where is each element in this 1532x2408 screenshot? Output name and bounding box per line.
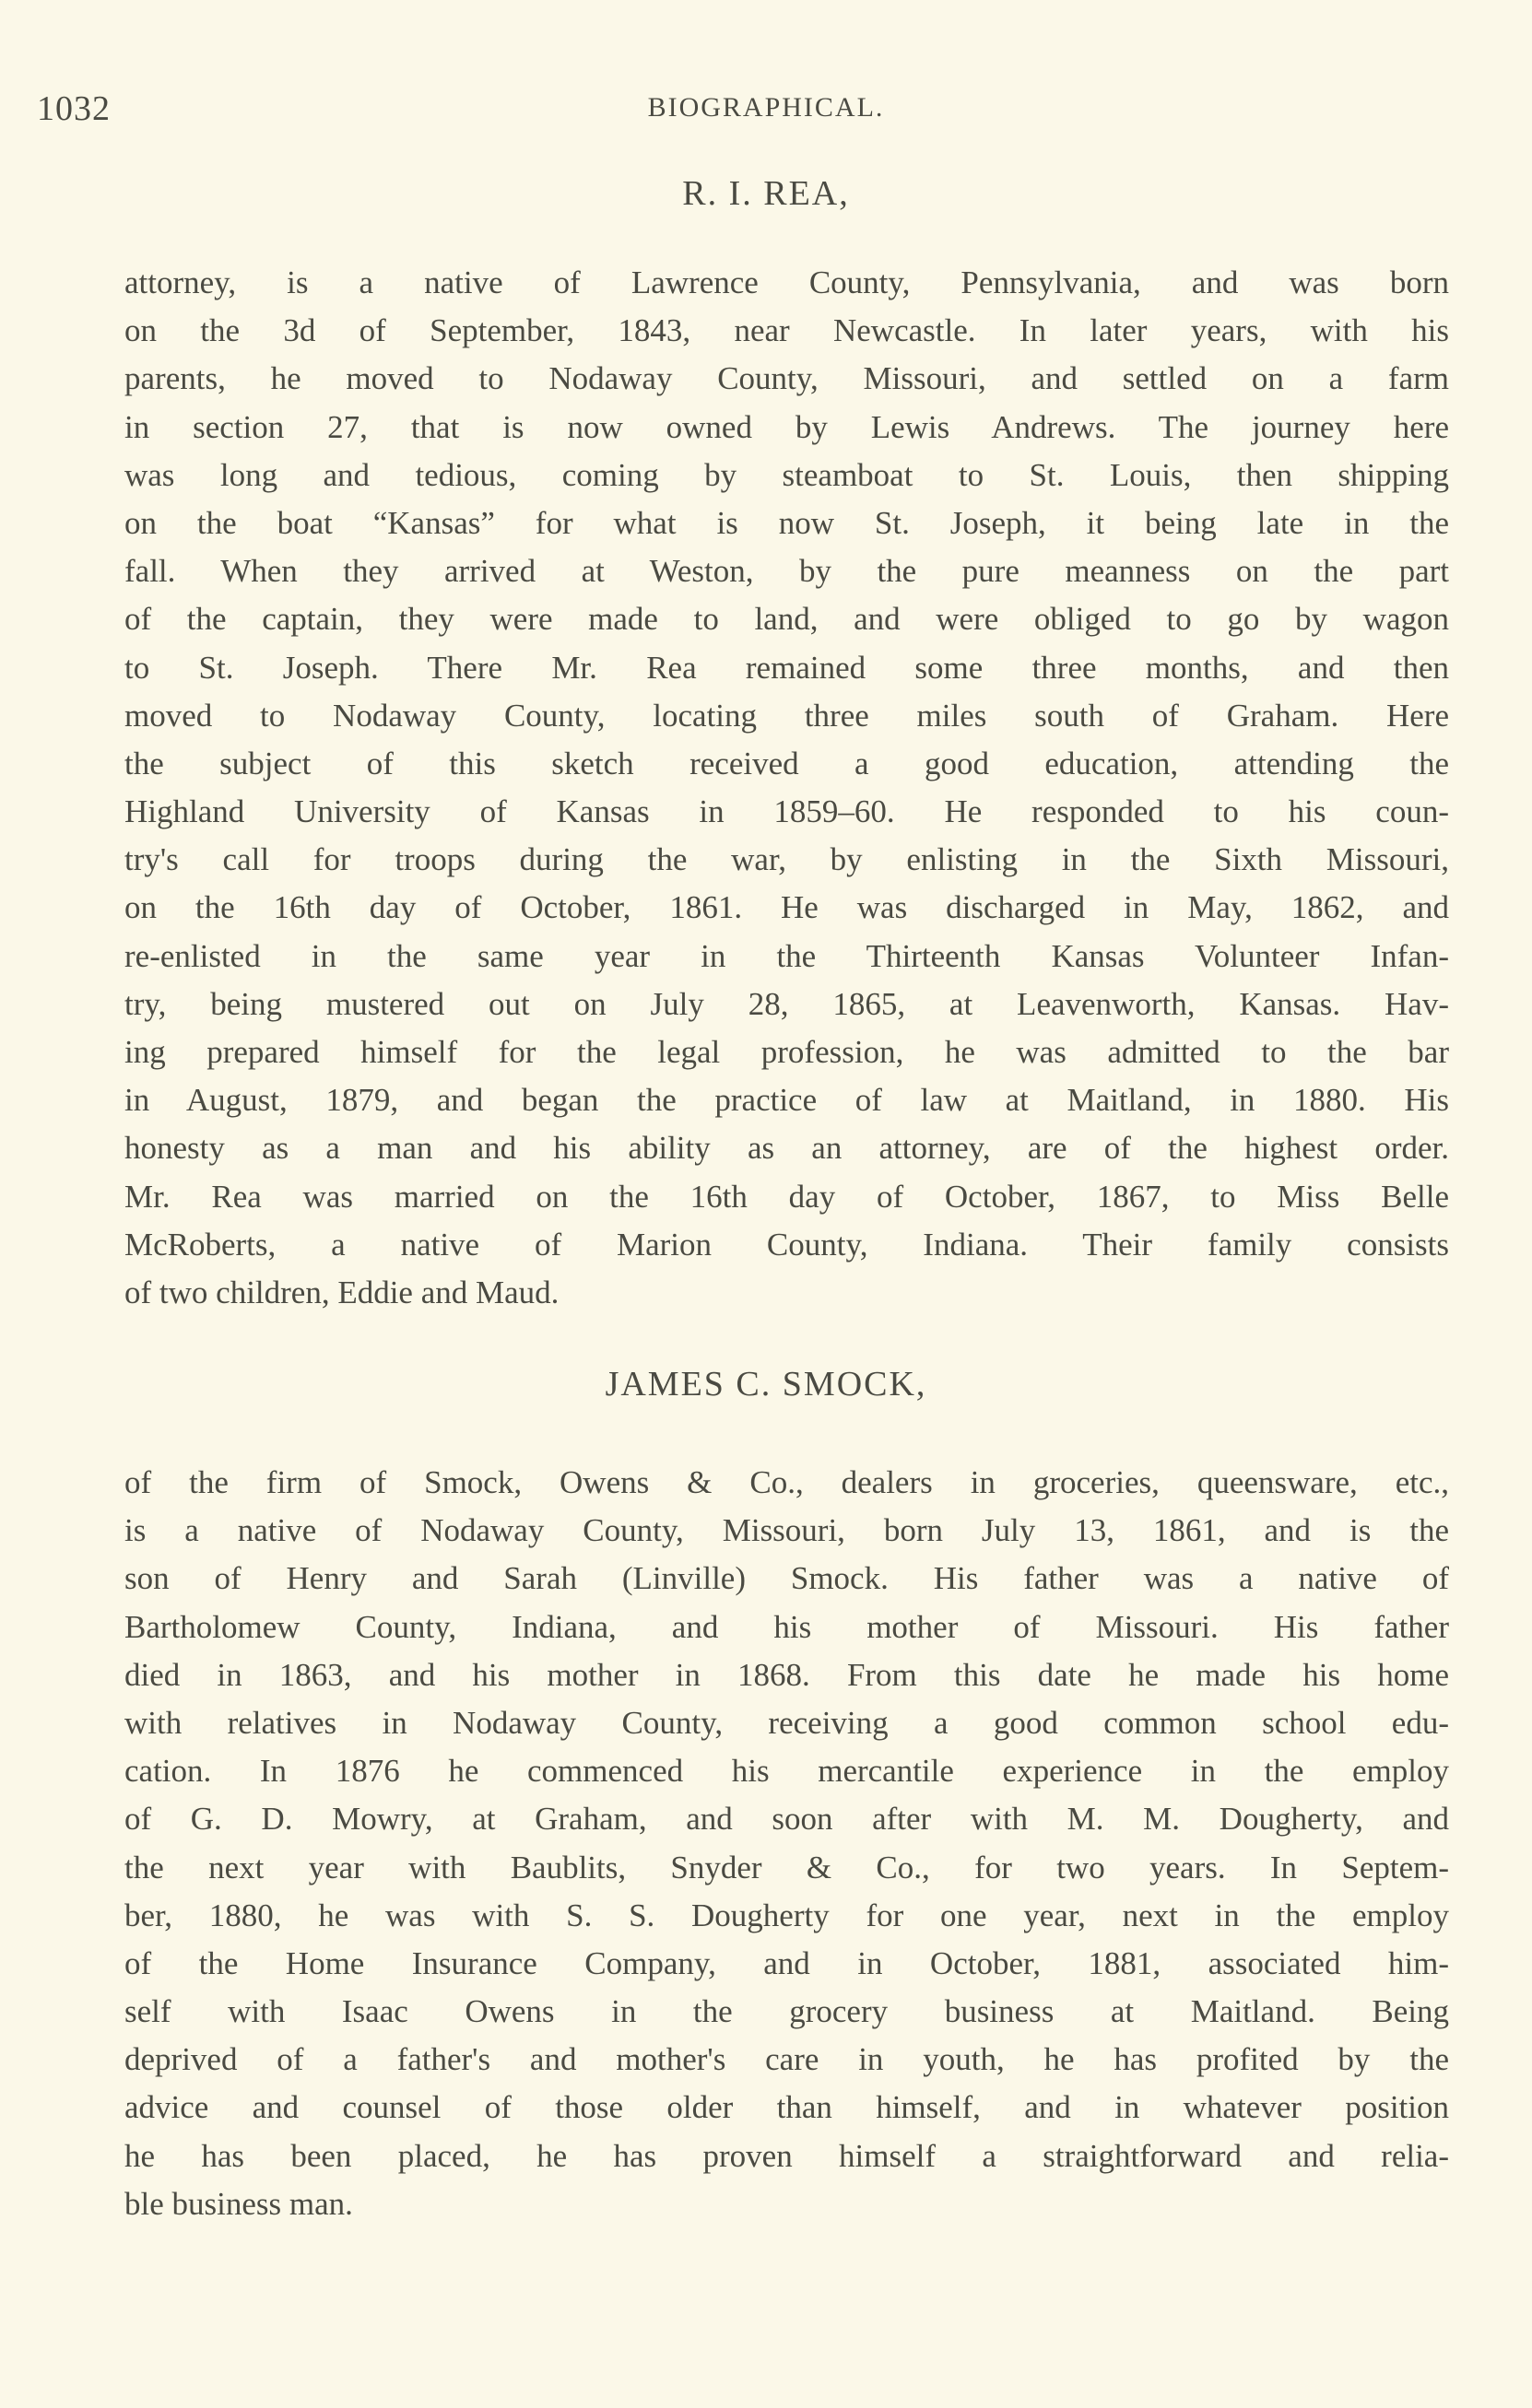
biography-smock bbox=[124, 1459, 1449, 2228]
text-line: is a native of Nodaway County, Missouri, born July 13, 1861, and is the bbox=[124, 1512, 1449, 1549]
text-line: on the boat “Kansas” for what is now St. Joseph, it being late in the bbox=[124, 504, 1449, 541]
text-line: attorney, is a native of Lawrence County, Pennsylvania, and was born bbox=[124, 264, 1449, 300]
text-line: deprived of a father's and mother's care in youth, he has profited by the bbox=[124, 2041, 1449, 2078]
page-number: 1032 bbox=[37, 89, 111, 128]
text-line: ber, 1880, he was with S. S. Dougherty for one year, next in the employ bbox=[124, 1897, 1449, 1933]
text-line: to St. Joseph. There Mr. Rea remained some three months, and then bbox=[124, 649, 1449, 686]
text-line: ble business man. bbox=[124, 2185, 353, 2222]
biography-rea bbox=[124, 259, 1449, 1317]
text-line: parents, he moved to Nodaway County, Missouri, and settled on a farm bbox=[124, 360, 1449, 397]
text-line: try, being mustered out on July 28, 1865, at Leavenworth, Kansas. Hav- bbox=[124, 985, 1449, 1022]
running-head: BIOGRAPHICAL. bbox=[647, 92, 885, 123]
text-line: died in 1863, and his mother in 1868. From this date he made his home bbox=[124, 1656, 1449, 1693]
text-line: try's call for troops during the war, by enlisting in the Sixth Missouri, bbox=[124, 841, 1449, 878]
section-heading-rea: R. I. REA, bbox=[682, 174, 850, 213]
text-line: on the 16th day of October, 1861. He was discharged in May, 1862, and bbox=[124, 889, 1449, 926]
section-heading-smock: JAMES C. SMOCK, bbox=[605, 1365, 927, 1404]
text-line: Bartholomew County, Indiana, and his mother of Missouri. His father bbox=[124, 1608, 1449, 1645]
text-line: the subject of this sketch received a good education, attending the bbox=[124, 745, 1449, 781]
text-line: on the 3d of September, 1843, near Newcastle. In later years, with his bbox=[124, 312, 1449, 349]
text-line: of the captain, they were made to land, and were obliged to go by wagon bbox=[124, 601, 1449, 638]
text-line: of two children, Eddie and Maud. bbox=[124, 1274, 560, 1310]
text-line: advice and counsel of those older than himself, and in whatever position bbox=[124, 2089, 1449, 2126]
text-line: son of Henry and Sarah (Linville) Smock. His father was a native of bbox=[124, 1560, 1449, 1597]
text-line: with relatives in Nodaway County, receiving a good common school edu- bbox=[124, 1704, 1449, 1741]
text-line: Highland University of Kansas in 1859–60. He responded to his coun- bbox=[124, 793, 1449, 830]
text-line: in August, 1879, and began the practice of law at Maitland, in 1880. His bbox=[124, 1082, 1449, 1119]
text-line: of the firm of Smock, Owens & Co., dealers in groceries, queensware, etc., bbox=[124, 1464, 1449, 1500]
text-line: he has been placed, he has proven himself a straightforward and relia- bbox=[124, 2137, 1449, 2174]
text-line: of G. D. Mowry, at Graham, and soon after with M. M. Dougherty, and bbox=[124, 1801, 1449, 1838]
text-line: honesty as a man and his ability as an attorney, are of the highest order. bbox=[124, 1130, 1449, 1167]
text-line: moved to Nodaway County, locating three miles south of Graham. Here bbox=[124, 697, 1449, 734]
text-line: self with Isaac Owens in the grocery business at Maitland. Being bbox=[124, 1993, 1449, 2030]
text-line: fall. When they arrived at Weston, by the pure meanness on the part bbox=[124, 553, 1449, 590]
text-line: was long and tedious, coming by steamboat to St. Louis, then shipping bbox=[124, 456, 1449, 493]
text-line: of the Home Insurance Company, and in October, 1881, associated him- bbox=[124, 1944, 1449, 1981]
text-line: cation. In 1876 he commenced his mercantile experience in the employ bbox=[124, 1753, 1449, 1790]
text-line: ing prepared himself for the legal profession, he was admitted to the bar bbox=[124, 1034, 1449, 1070]
text-line: in section 27, that is now owned by Lewis Andrews. The journey here bbox=[124, 408, 1449, 445]
text-line: re-enlisted in the same year in the Thirteenth Kansas Volunteer Infan- bbox=[124, 937, 1449, 974]
text-line: Mr. Rea was married on the 16th day of October, 1867, to Miss Belle bbox=[124, 1178, 1449, 1215]
text-line: the next year with Baublits, Snyder & Co., for two years. In Septem- bbox=[124, 1849, 1449, 1885]
text-line: McRoberts, a native of Marion County, Indiana. Their family consists bbox=[124, 1226, 1449, 1263]
